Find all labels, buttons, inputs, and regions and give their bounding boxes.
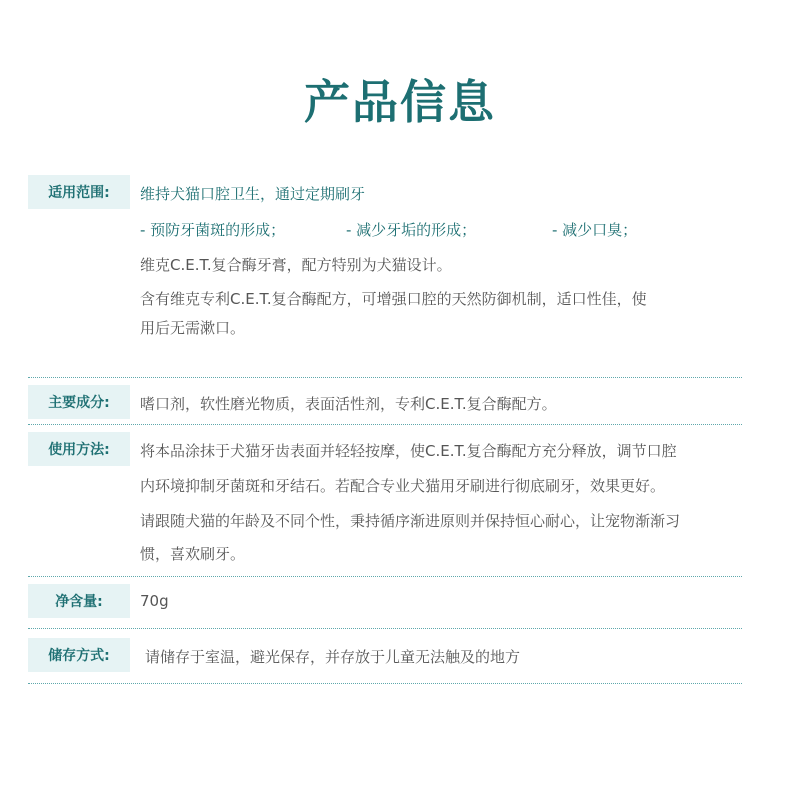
scope-bullet-2: - 减少牙垢的形成； <box>346 221 477 239</box>
usage-line-1: 将本品涂抹于犬猫牙齿表面并轻轻按摩，使C.E.T.复合酶配方充分释放，调节口腔 <box>140 442 677 460</box>
scope-bullet-1: - 预防牙菌斑的形成； <box>140 221 286 239</box>
divider <box>28 377 742 378</box>
usage-line-3: 请跟随犬猫的年龄及不同个性，秉持循序渐进原则并保持恒心耐心，让宠物渐渐习 <box>140 512 681 530</box>
divider <box>28 424 742 425</box>
scope-line-3: 含有维克专利C.E.T.复合酶配方，可增强口腔的天然防御机制，适口性佳，使 <box>140 290 647 308</box>
scope-line-2: 维克C.E.T.复合酶牙膏，配方特别为犬猫设计。 <box>140 256 452 274</box>
net-label: 净含量: <box>28 584 130 618</box>
divider <box>28 683 742 684</box>
divider <box>28 628 742 629</box>
usage-line-2: 内环境抑制牙菌斑和牙结石。若配合专业犬猫用牙刷进行彻底刷牙，效果更好。 <box>140 477 666 495</box>
divider <box>28 576 742 577</box>
scope-line-1: 维持犬猫口腔卫生，通过定期刷牙 <box>140 185 366 203</box>
ingredients-text: 嗜口剂，软性磨光物质，表面活性剂，专利C.E.T.复合酶配方。 <box>140 395 557 413</box>
page-title: 产品信息 <box>304 75 496 129</box>
usage-line-4: 惯，喜欢刷牙。 <box>140 545 246 563</box>
scope-line-4: 用后无需漱口。 <box>140 319 246 337</box>
storage-text: 请储存于室温，避光保存，并存放于儿童无法触及的地方 <box>145 648 521 666</box>
scope-bullet-3: - 减少口臭； <box>552 221 638 239</box>
usage-label: 使用方法: <box>28 432 130 466</box>
ingredients-label: 主要成分: <box>28 385 130 419</box>
storage-label: 储存方式: <box>28 638 130 672</box>
scope-label: 适用范围: <box>28 175 130 209</box>
net-text: 70g <box>140 592 169 610</box>
